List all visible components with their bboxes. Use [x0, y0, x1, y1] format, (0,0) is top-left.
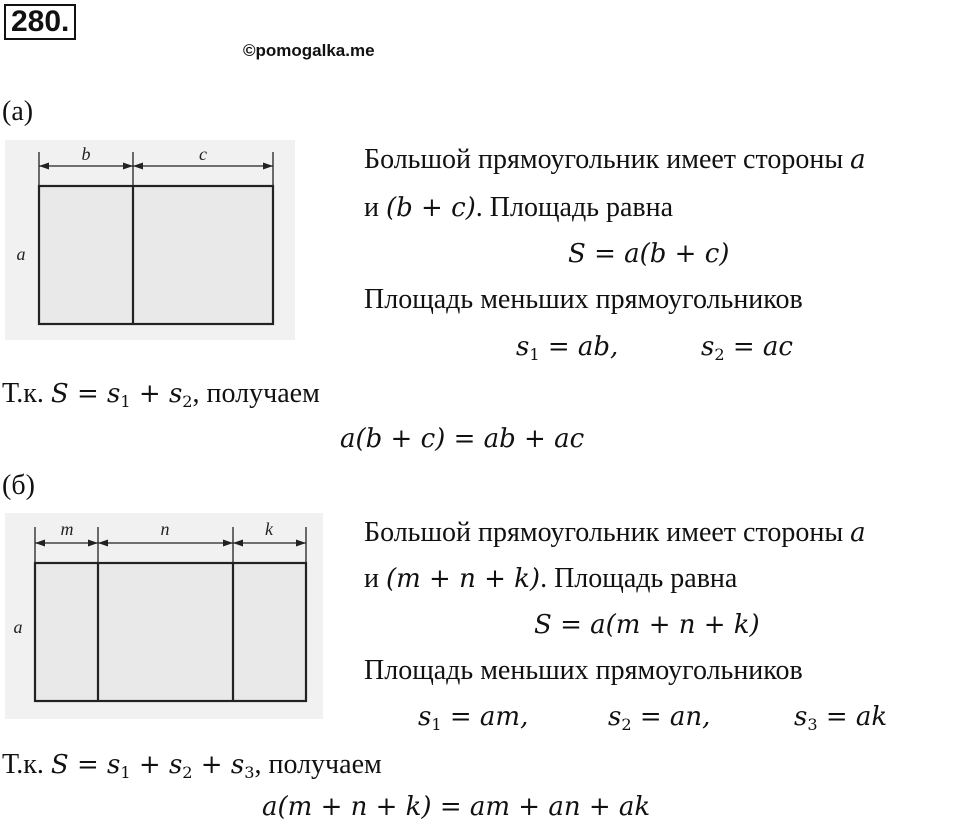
part-b-s3: $s_3$ = ak	[794, 702, 888, 734]
watermark: ©pomogalka.me	[243, 41, 375, 60]
part-a-area-formula: S = a(b + c)	[568, 239, 730, 269]
part-a-sides-expr: (b + c)	[385, 193, 476, 223]
part-a-var-a: a	[850, 145, 866, 175]
part-b-var-a: a	[850, 518, 866, 548]
label-n: n	[160, 519, 170, 539]
part-b-sides-expr: (m + n + k)	[385, 564, 541, 594]
part-b-line2-prefix: и	[364, 563, 386, 594]
part-a-line1-text: Большой прямоугольник имеет стороны	[364, 144, 844, 175]
part-b-since: Т.к. $S = s_1 + s_2 + s_3$, получаем	[2, 749, 382, 782]
part-b-line1	[364, 517, 866, 549]
part-a-label: (а)	[2, 96, 34, 127]
part-a-small-text: Площадь меньших прямоугольников	[364, 284, 803, 315]
part-a-result: a(b + c) = ab + ac	[340, 424, 585, 454]
part-a-line2-prefix: и	[364, 192, 386, 223]
part-b-s2: $s_2$ = an,	[608, 702, 711, 734]
label-b: b	[81, 144, 91, 164]
part-b-small-text: Площадь меньших прямоугольников	[364, 655, 803, 686]
label-a-side-b: a	[13, 617, 23, 637]
part-a-s2: $s_2$ = ac	[701, 332, 793, 364]
part-b-area-formula: S = a(m + n + k)	[534, 610, 760, 640]
task-number: 280.	[4, 4, 76, 40]
part-b-s1: $s_1$ = am,	[418, 702, 529, 734]
part-a-figure	[5, 140, 295, 340]
part-b-line1-text: Большой прямоугольник имеет стороны	[364, 517, 844, 548]
part-b-line2-suffix: . Площадь равна	[540, 563, 738, 594]
part-a-s1: $s_1$ = ab,	[516, 332, 619, 364]
label-c: c	[199, 144, 207, 164]
big-rectangle-a	[39, 186, 273, 324]
part-b-figure	[5, 513, 323, 719]
part-a-line2-suffix: . Площадь равна	[475, 192, 674, 223]
label-k: k	[265, 519, 273, 539]
label-a-side: a	[16, 244, 26, 264]
part-b-label: (б)	[2, 470, 35, 501]
part-b-line2	[364, 563, 737, 595]
part-b-result: a(m + n + k) = am + an + ak	[262, 792, 651, 822]
label-m: m	[60, 519, 74, 539]
part-a-since: Т.к. $S = s_1 + s_2$, получаем	[2, 378, 320, 411]
big-rectangle-b	[35, 563, 306, 701]
part-a-line1	[364, 144, 866, 176]
part-a-line2	[364, 192, 673, 224]
